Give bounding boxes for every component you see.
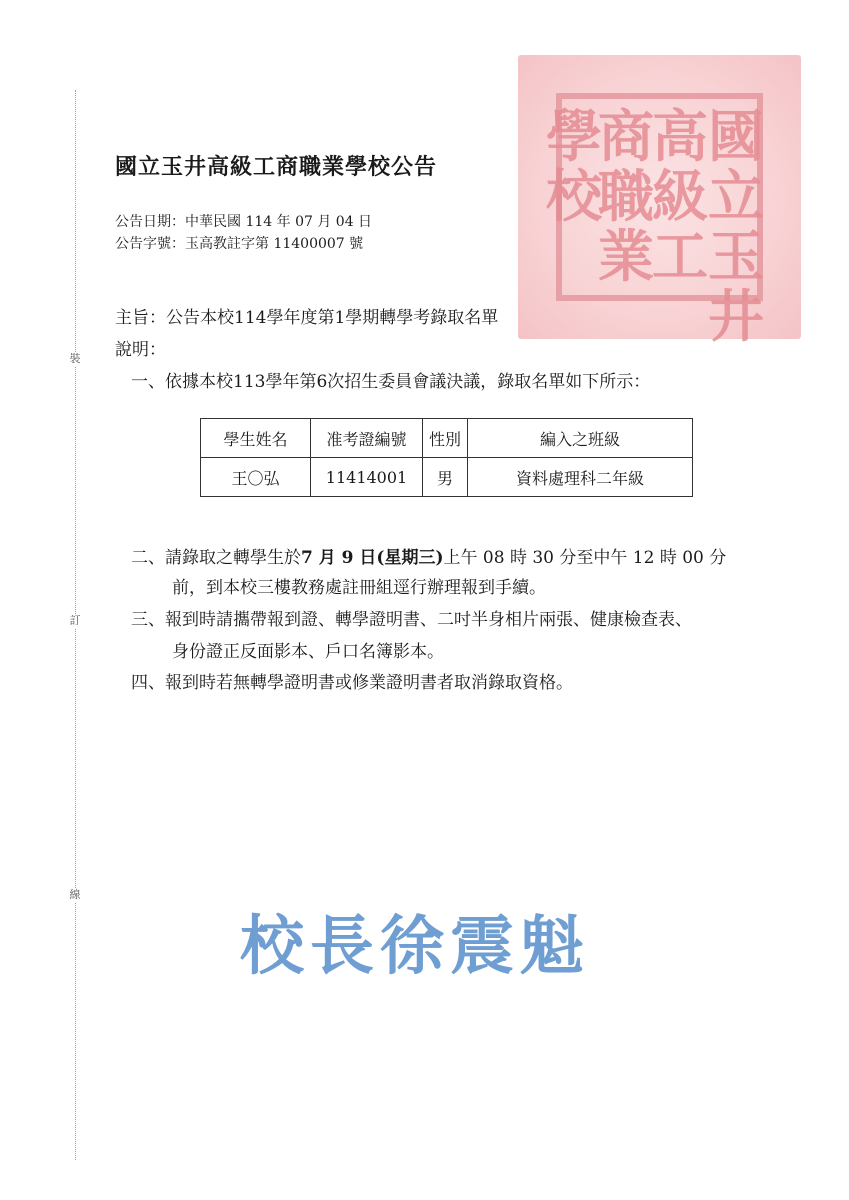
explanation-label: 說明： xyxy=(115,340,166,360)
header-exam-number: 准考證編號 xyxy=(311,419,423,458)
binding-mark-middle: 訂 xyxy=(69,614,81,627)
header-student-name: 學生姓名 xyxy=(201,419,311,458)
item-3: 三、報到時請攜帶報到證、轉學證明書、二吋半身相片兩張、健康檢查表、 xyxy=(131,610,692,630)
seal-column-2: 高 級 工 xyxy=(652,104,708,290)
item-2-lead: 二、請錄取之轉學生於 xyxy=(131,548,301,568)
principal-signature-stamp: 校長徐震魁 xyxy=(240,909,590,984)
item-4: 四、報到時若無轉學證明書或修業證明書者取消錄取資格。 xyxy=(131,673,573,693)
item-2-continued: 前，到本校三樓教務處註冊組逕行辦理報到手續。 xyxy=(172,578,546,598)
table-row xyxy=(201,458,693,497)
page-title: 國立玉井高級工商職業學校公告 xyxy=(115,154,438,180)
cell-class: 資料處理科二年級 xyxy=(468,458,693,497)
item-3-continued: 身份證正反面影本、戶口名簿影本。 xyxy=(172,642,444,662)
cell-exam-number: 11414001 xyxy=(311,458,423,497)
seal-column-1: 國 立 玉 井 xyxy=(708,104,764,350)
seal-column-4: 學 校 xyxy=(546,104,602,230)
cell-gender: 男 xyxy=(423,458,468,497)
cell-student-name: 王〇弘 xyxy=(201,458,311,497)
header-class: 編入之班級 xyxy=(468,419,693,458)
item-2-time: 上午 08 時 30 分至中午 12 時 00 分 xyxy=(443,548,727,568)
table-header-row xyxy=(201,419,693,458)
item-2-date: 7 月 9 日(星期三) xyxy=(301,548,444,568)
binding-mark-bottom: 線 xyxy=(69,888,81,901)
official-seal xyxy=(518,55,801,350)
binding-mark-top: 裝 xyxy=(69,352,81,365)
subject-line: 主旨：公告本校114學年度第1學期轉學考錄取名單 xyxy=(115,308,499,328)
item-1: 一、依據本校113學年第6次招生委員會議決議，錄取名單如下所示： xyxy=(131,372,651,392)
header-gender: 性別 xyxy=(423,419,468,458)
item-2 xyxy=(131,543,726,568)
seal-column-3: 商 職 業 xyxy=(598,104,654,290)
announcement-reference: 公告字號：玉高教註字第 11400007 號 xyxy=(115,236,364,252)
admission-table xyxy=(200,418,693,497)
announcement-date: 公告日期：中華民國 114 年 07 月 04 日 xyxy=(115,214,373,230)
